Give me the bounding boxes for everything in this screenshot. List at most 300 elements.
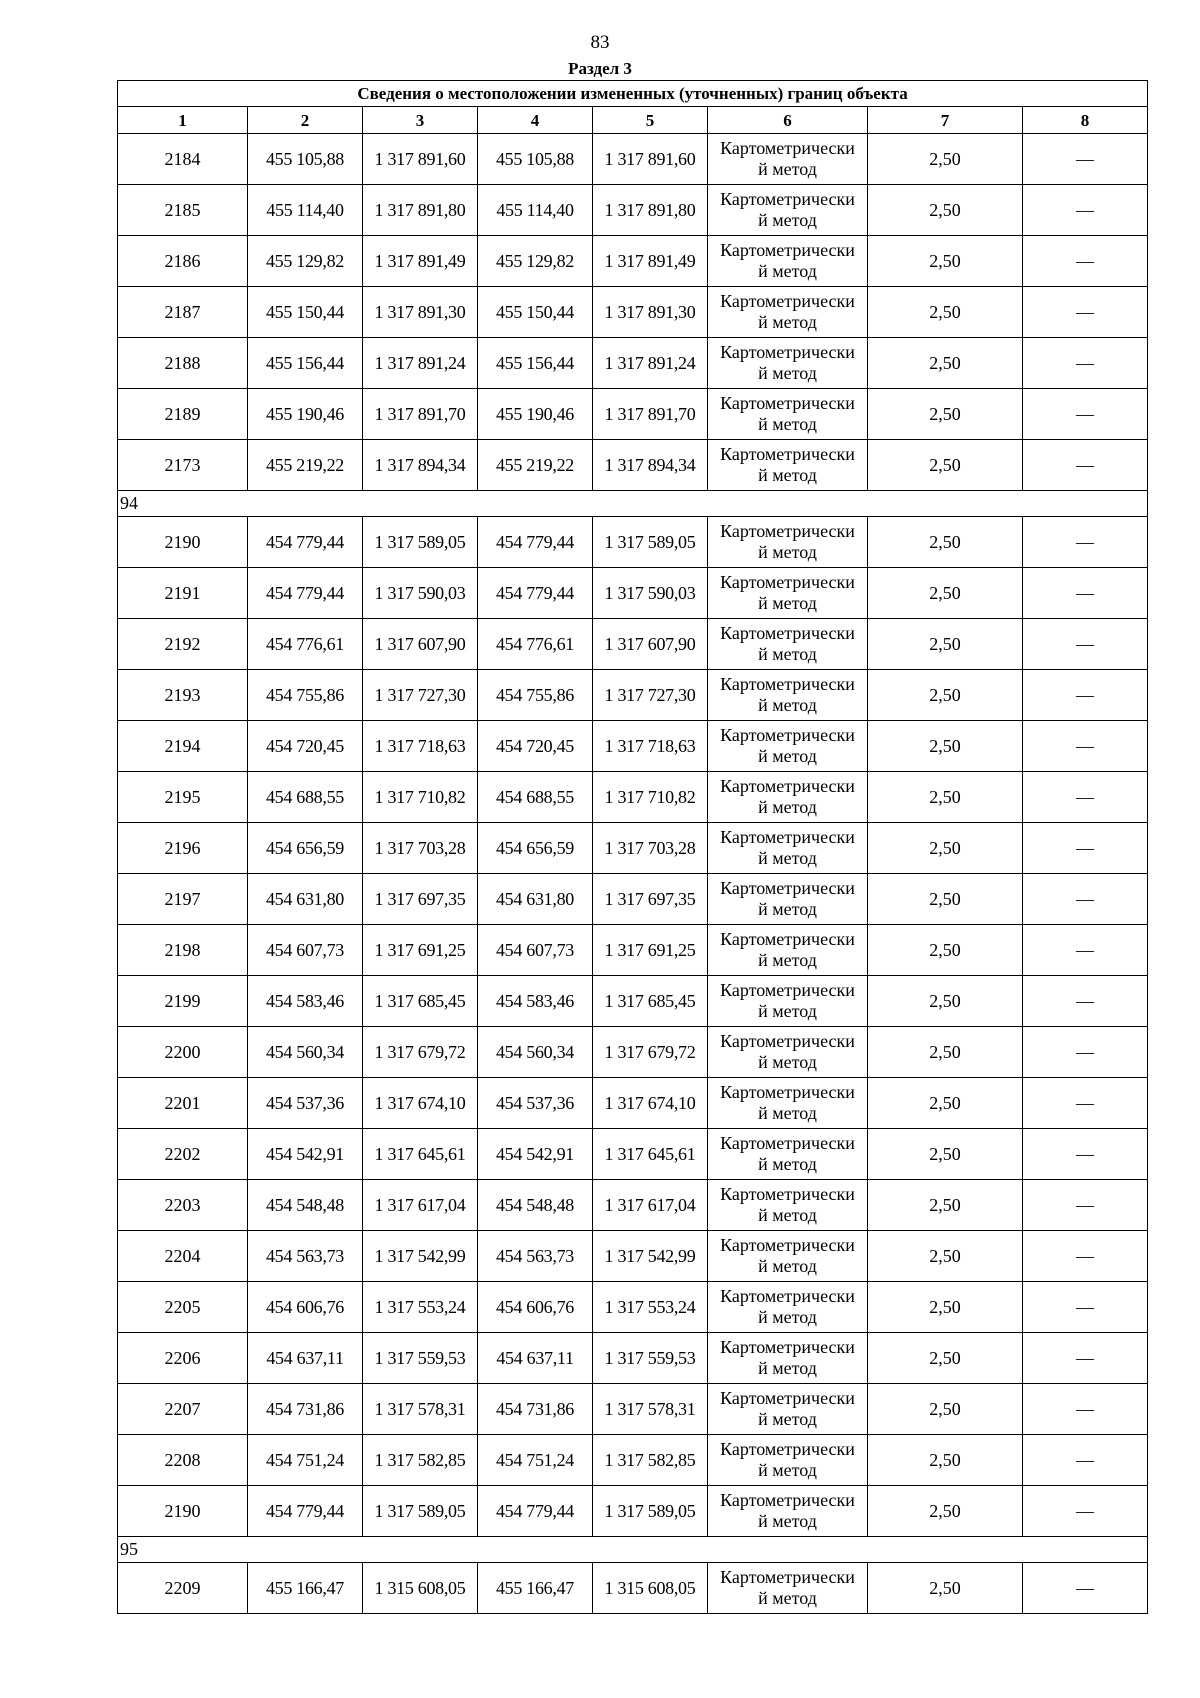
- point-number-cell: 2189: [118, 389, 248, 440]
- method-text-line: Картометрически: [720, 138, 855, 158]
- method-cell: [708, 338, 868, 389]
- group-header-row: [118, 491, 1148, 517]
- method-text-line: й метод: [758, 1358, 817, 1378]
- coord-y-cell: 1 317 891,24: [363, 338, 478, 389]
- point-number-cell: 2190: [118, 517, 248, 568]
- accuracy-cell: 2,50: [868, 823, 1023, 874]
- method-text-line: й метод: [758, 1511, 817, 1531]
- method-text-line: Картометрически: [720, 393, 855, 413]
- description-cell: —: [1023, 670, 1148, 721]
- method-text-line: й метод: [758, 1588, 817, 1608]
- coord-y-cell: 1 317 891,80: [593, 185, 708, 236]
- coord-y-cell: 1 317 542,99: [593, 1231, 708, 1282]
- coord-y-cell: 1 315 608,05: [593, 1563, 708, 1614]
- method-cell: [708, 823, 868, 874]
- method-cell: [708, 134, 868, 185]
- accuracy-cell: 2,50: [868, 976, 1023, 1027]
- method-cell: [708, 287, 868, 338]
- accuracy-cell: 2,50: [868, 1129, 1023, 1180]
- coord-x-cell: 455 219,22: [478, 440, 593, 491]
- table-row: [118, 976, 1148, 1027]
- description-cell: —: [1023, 1231, 1148, 1282]
- coord-y-cell: 1 317 553,24: [593, 1282, 708, 1333]
- method-cell: [708, 1078, 868, 1129]
- coord-x-cell: 454 688,55: [248, 772, 363, 823]
- column-number: 5: [593, 107, 708, 134]
- coord-x-cell: 454 631,80: [478, 874, 593, 925]
- method-text-line: Картометрически: [720, 1337, 855, 1357]
- table-row: [118, 1078, 1148, 1129]
- coord-x-cell: 454 779,44: [478, 1486, 593, 1537]
- table-row: [118, 1231, 1148, 1282]
- method-text-line: Картометрически: [720, 521, 855, 541]
- table-row: [118, 389, 1148, 440]
- description-cell: —: [1023, 1180, 1148, 1231]
- method-text-line: й метод: [758, 1307, 817, 1327]
- method-text-line: й метод: [758, 1103, 817, 1123]
- coord-x-cell: 455 166,47: [248, 1563, 363, 1614]
- method-cell: [708, 1333, 868, 1384]
- coord-x-cell: 454 606,76: [248, 1282, 363, 1333]
- coord-y-cell: 1 317 617,04: [593, 1180, 708, 1231]
- coord-y-cell: 1 317 582,85: [593, 1435, 708, 1486]
- coord-y-cell: 1 317 891,80: [363, 185, 478, 236]
- accuracy-cell: 2,50: [868, 874, 1023, 925]
- method-text-line: й метод: [758, 261, 817, 281]
- method-text-line: Картометрически: [720, 980, 855, 1000]
- table-row: [118, 1027, 1148, 1078]
- method-cell: [708, 925, 868, 976]
- coord-y-cell: 1 317 607,90: [593, 619, 708, 670]
- description-cell: —: [1023, 517, 1148, 568]
- coord-y-cell: 1 317 589,05: [593, 517, 708, 568]
- coord-x-cell: 454 656,59: [248, 823, 363, 874]
- method-text-line: й метод: [758, 746, 817, 766]
- coord-x-cell: 455 129,82: [248, 236, 363, 287]
- method-cell: [708, 619, 868, 670]
- coord-x-cell: 455 190,46: [248, 389, 363, 440]
- coord-y-cell: 1 317 559,53: [593, 1333, 708, 1384]
- coord-y-cell: 1 317 891,60: [363, 134, 478, 185]
- accuracy-cell: 2,50: [868, 185, 1023, 236]
- coord-x-cell: 454 755,86: [478, 670, 593, 721]
- method-cell: [708, 772, 868, 823]
- coord-x-cell: 454 563,73: [478, 1231, 593, 1282]
- method-text-line: Картометрически: [720, 1184, 855, 1204]
- coord-x-cell: 454 607,73: [478, 925, 593, 976]
- coord-x-cell: 454 607,73: [248, 925, 363, 976]
- description-cell: —: [1023, 772, 1148, 823]
- point-number-cell: 2173: [118, 440, 248, 491]
- coord-x-cell: 454 560,34: [478, 1027, 593, 1078]
- point-number-cell: 2186: [118, 236, 248, 287]
- coord-y-cell: 1 315 608,05: [363, 1563, 478, 1614]
- column-number: 1: [118, 107, 248, 134]
- description-cell: —: [1023, 874, 1148, 925]
- method-cell: [708, 670, 868, 721]
- coord-y-cell: 1 317 891,70: [593, 389, 708, 440]
- coord-x-cell: 455 150,44: [478, 287, 593, 338]
- method-text-line: й метод: [758, 797, 817, 817]
- accuracy-cell: 2,50: [868, 389, 1023, 440]
- method-text-line: й метод: [758, 593, 817, 613]
- accuracy-cell: 2,50: [868, 670, 1023, 721]
- coord-x-cell: 454 583,46: [248, 976, 363, 1027]
- method-cell: [708, 1180, 868, 1231]
- point-number-cell: 2206: [118, 1333, 248, 1384]
- coord-x-cell: 454 606,76: [478, 1282, 593, 1333]
- table-row: [118, 236, 1148, 287]
- method-cell: [708, 1282, 868, 1333]
- method-text-line: Картометрически: [720, 623, 855, 643]
- method-cell: [708, 1435, 868, 1486]
- coord-y-cell: 1 317 645,61: [593, 1129, 708, 1180]
- point-number-cell: 2190: [118, 1486, 248, 1537]
- accuracy-cell: 2,50: [868, 721, 1023, 772]
- table-row: [118, 517, 1148, 568]
- method-text-line: Картометрически: [720, 240, 855, 260]
- accuracy-cell: 2,50: [868, 1384, 1023, 1435]
- column-number: 4: [478, 107, 593, 134]
- point-number-cell: 2204: [118, 1231, 248, 1282]
- coord-y-cell: 1 317 617,04: [363, 1180, 478, 1231]
- method-text-line: й метод: [758, 414, 817, 434]
- method-text-line: Картометрически: [720, 1439, 855, 1459]
- coord-y-cell: 1 317 679,72: [363, 1027, 478, 1078]
- point-number-cell: 2187: [118, 287, 248, 338]
- column-number: 2: [248, 107, 363, 134]
- point-number-cell: 2194: [118, 721, 248, 772]
- table-row: [118, 338, 1148, 389]
- method-cell: [708, 517, 868, 568]
- coord-x-cell: 454 720,45: [478, 721, 593, 772]
- description-cell: —: [1023, 440, 1148, 491]
- method-text-line: Картометрически: [720, 189, 855, 209]
- description-cell: —: [1023, 1333, 1148, 1384]
- method-text-line: й метод: [758, 312, 817, 332]
- coord-y-cell: 1 317 582,85: [363, 1435, 478, 1486]
- method-text-line: й метод: [758, 899, 817, 919]
- accuracy-cell: 2,50: [868, 619, 1023, 670]
- table-row: [118, 440, 1148, 491]
- accuracy-cell: 2,50: [868, 517, 1023, 568]
- point-number-cell: 2208: [118, 1435, 248, 1486]
- description-cell: —: [1023, 1486, 1148, 1537]
- method-text-line: Картометрически: [720, 1082, 855, 1102]
- accuracy-cell: 2,50: [868, 1563, 1023, 1614]
- description-cell: —: [1023, 1384, 1148, 1435]
- section-title: Раздел 3: [568, 59, 632, 78]
- method-text-line: Картометрически: [720, 342, 855, 362]
- column-number: 3: [363, 107, 478, 134]
- point-number-cell: 2196: [118, 823, 248, 874]
- table-row: [118, 1282, 1148, 1333]
- table-row: [118, 1333, 1148, 1384]
- accuracy-cell: 2,50: [868, 338, 1023, 389]
- coord-y-cell: 1 317 542,99: [363, 1231, 478, 1282]
- table-row: [118, 134, 1148, 185]
- coord-x-cell: 455 219,22: [248, 440, 363, 491]
- coord-x-cell: 454 779,44: [248, 1486, 363, 1537]
- column-number: 6: [708, 107, 868, 134]
- coord-y-cell: 1 317 891,49: [363, 236, 478, 287]
- accuracy-cell: 2,50: [868, 1282, 1023, 1333]
- coord-y-cell: 1 317 559,53: [363, 1333, 478, 1384]
- point-number-cell: 2198: [118, 925, 248, 976]
- point-number-cell: 2205: [118, 1282, 248, 1333]
- table-row: [118, 721, 1148, 772]
- table-row: [118, 772, 1148, 823]
- coord-y-cell: 1 317 691,25: [363, 925, 478, 976]
- coord-x-cell: 454 776,61: [478, 619, 593, 670]
- coordinates-table: [117, 80, 1148, 1614]
- coord-x-cell: 455 190,46: [478, 389, 593, 440]
- description-cell: —: [1023, 619, 1148, 670]
- method-text-line: Картометрически: [720, 1235, 855, 1255]
- method-text-line: й метод: [758, 695, 817, 715]
- coord-x-cell: 454 563,73: [248, 1231, 363, 1282]
- method-text-line: Картометрически: [720, 1133, 855, 1153]
- coord-x-cell: 454 751,24: [248, 1435, 363, 1486]
- method-text-line: Картометрически: [720, 776, 855, 796]
- accuracy-cell: 2,50: [868, 1027, 1023, 1078]
- method-text-line: Картометрически: [720, 291, 855, 311]
- method-text-line: й метод: [758, 1460, 817, 1480]
- coord-y-cell: 1 317 891,30: [363, 287, 478, 338]
- point-number-cell: 2192: [118, 619, 248, 670]
- method-cell: [708, 1129, 868, 1180]
- method-text-line: й метод: [758, 950, 817, 970]
- coord-y-cell: 1 317 891,24: [593, 338, 708, 389]
- method-text-line: й метод: [758, 542, 817, 562]
- coord-y-cell: 1 317 645,61: [363, 1129, 478, 1180]
- coord-x-cell: 455 129,82: [478, 236, 593, 287]
- method-text-line: й метод: [758, 159, 817, 179]
- coord-y-cell: 1 317 703,28: [593, 823, 708, 874]
- coord-y-cell: 1 317 710,82: [593, 772, 708, 823]
- coord-x-cell: 454 542,91: [478, 1129, 593, 1180]
- table-row: [118, 619, 1148, 670]
- method-cell: [708, 236, 868, 287]
- coord-y-cell: 1 317 891,70: [363, 389, 478, 440]
- method-text-line: Картометрически: [720, 1567, 855, 1587]
- column-number: 8: [1023, 107, 1148, 134]
- description-cell: —: [1023, 568, 1148, 619]
- coord-x-cell: 454 779,44: [248, 517, 363, 568]
- column-number: 7: [868, 107, 1023, 134]
- point-number-cell: 2207: [118, 1384, 248, 1435]
- coord-y-cell: 1 317 674,10: [593, 1078, 708, 1129]
- table-row: [118, 1563, 1148, 1614]
- description-cell: —: [1023, 338, 1148, 389]
- accuracy-cell: 2,50: [868, 1180, 1023, 1231]
- accuracy-cell: 2,50: [868, 1333, 1023, 1384]
- coord-y-cell: 1 317 607,90: [363, 619, 478, 670]
- table-row: [118, 670, 1148, 721]
- description-cell: —: [1023, 1563, 1148, 1614]
- coord-x-cell: 454 779,44: [478, 517, 593, 568]
- method-text-line: Картометрически: [720, 572, 855, 592]
- method-text-line: Картометрически: [720, 1286, 855, 1306]
- coord-x-cell: 454 776,61: [248, 619, 363, 670]
- point-number-cell: 2188: [118, 338, 248, 389]
- accuracy-cell: 2,50: [868, 772, 1023, 823]
- description-cell: —: [1023, 389, 1148, 440]
- method-text-line: й метод: [758, 1052, 817, 1072]
- method-text-line: Картометрически: [720, 827, 855, 847]
- coord-y-cell: 1 317 578,31: [363, 1384, 478, 1435]
- coord-y-cell: 1 317 589,05: [363, 1486, 478, 1537]
- coord-x-cell: 454 779,44: [248, 568, 363, 619]
- description-cell: —: [1023, 721, 1148, 772]
- group-header-row: [118, 1537, 1148, 1563]
- point-number-cell: 2201: [118, 1078, 248, 1129]
- table-body: [118, 81, 1148, 1614]
- point-number-cell: 2200: [118, 1027, 248, 1078]
- method-text-line: Картометрически: [720, 725, 855, 745]
- method-text-line: й метод: [758, 1154, 817, 1174]
- point-number-cell: 2185: [118, 185, 248, 236]
- coord-x-cell: 455 105,88: [478, 134, 593, 185]
- coord-x-cell: 455 150,44: [248, 287, 363, 338]
- coord-y-cell: 1 317 718,63: [363, 721, 478, 772]
- coord-x-cell: 454 656,59: [478, 823, 593, 874]
- point-number-cell: 2197: [118, 874, 248, 925]
- coord-y-cell: 1 317 685,45: [593, 976, 708, 1027]
- method-cell: [708, 1231, 868, 1282]
- description-cell: —: [1023, 185, 1148, 236]
- table-row: [118, 185, 1148, 236]
- coord-y-cell: 1 317 727,30: [363, 670, 478, 721]
- page-number: 83: [590, 32, 610, 53]
- coord-x-cell: 454 779,44: [478, 568, 593, 619]
- point-number-cell: 2209: [118, 1563, 248, 1614]
- coord-y-cell: 1 317 891,60: [593, 134, 708, 185]
- description-cell: —: [1023, 1435, 1148, 1486]
- table-row: [118, 287, 1148, 338]
- description-cell: —: [1023, 925, 1148, 976]
- description-cell: —: [1023, 1078, 1148, 1129]
- table-row: [118, 874, 1148, 925]
- coord-y-cell: 1 317 691,25: [593, 925, 708, 976]
- method-cell: [708, 1486, 868, 1537]
- coord-y-cell: 1 317 891,49: [593, 236, 708, 287]
- table-caption: Сведения о местоположении измененных (уточненных) границ объекта: [118, 81, 1148, 107]
- method-cell: [708, 874, 868, 925]
- method-text-line: й метод: [758, 1409, 817, 1429]
- point-number-cell: 2202: [118, 1129, 248, 1180]
- coord-y-cell: 1 317 727,30: [593, 670, 708, 721]
- coord-x-cell: 454 542,91: [248, 1129, 363, 1180]
- accuracy-cell: 2,50: [868, 236, 1023, 287]
- column-number-row: [118, 107, 1148, 134]
- coord-x-cell: 454 548,48: [248, 1180, 363, 1231]
- method-cell: [708, 976, 868, 1027]
- method-text-line: й метод: [758, 848, 817, 868]
- description-cell: —: [1023, 1027, 1148, 1078]
- coord-x-cell: 454 731,86: [248, 1384, 363, 1435]
- table-row: [118, 823, 1148, 874]
- table-caption-row: [118, 81, 1148, 107]
- coord-x-cell: 454 631,80: [248, 874, 363, 925]
- coord-y-cell: 1 317 578,31: [593, 1384, 708, 1435]
- method-text-line: й метод: [758, 363, 817, 383]
- accuracy-cell: 2,50: [868, 287, 1023, 338]
- coord-x-cell: 455 156,44: [248, 338, 363, 389]
- group-label: 95: [118, 1537, 1148, 1563]
- description-cell: —: [1023, 976, 1148, 1027]
- coord-x-cell: 455 114,40: [248, 185, 363, 236]
- coord-x-cell: 455 105,88: [248, 134, 363, 185]
- coord-x-cell: 454 548,48: [478, 1180, 593, 1231]
- coord-x-cell: 454 720,45: [248, 721, 363, 772]
- point-number-cell: 2184: [118, 134, 248, 185]
- table-row: [118, 1384, 1148, 1435]
- point-number-cell: 2199: [118, 976, 248, 1027]
- coord-y-cell: 1 317 697,35: [363, 874, 478, 925]
- table-row: [118, 568, 1148, 619]
- coord-x-cell: 454 637,11: [248, 1333, 363, 1384]
- method-text-line: Картометрически: [720, 1490, 855, 1510]
- coord-x-cell: 455 166,47: [478, 1563, 593, 1614]
- accuracy-cell: 2,50: [868, 440, 1023, 491]
- coord-x-cell: 455 114,40: [478, 185, 593, 236]
- method-text-line: й метод: [758, 1205, 817, 1225]
- description-cell: —: [1023, 823, 1148, 874]
- method-text-line: й метод: [758, 210, 817, 230]
- coord-y-cell: 1 317 590,03: [593, 568, 708, 619]
- point-number-cell: 2191: [118, 568, 248, 619]
- description-cell: —: [1023, 287, 1148, 338]
- coord-y-cell: 1 317 697,35: [593, 874, 708, 925]
- coord-x-cell: 454 537,36: [248, 1078, 363, 1129]
- accuracy-cell: 2,50: [868, 1078, 1023, 1129]
- coord-x-cell: 454 560,34: [248, 1027, 363, 1078]
- group-label: 94: [118, 491, 1148, 517]
- coord-y-cell: 1 317 894,34: [363, 440, 478, 491]
- method-cell: [708, 440, 868, 491]
- coord-y-cell: 1 317 703,28: [363, 823, 478, 874]
- method-text-line: Картометрически: [720, 1031, 855, 1051]
- method-cell: [708, 1027, 868, 1078]
- coord-x-cell: 454 688,55: [478, 772, 593, 823]
- coord-y-cell: 1 317 894,34: [593, 440, 708, 491]
- coord-y-cell: 1 317 553,24: [363, 1282, 478, 1333]
- coord-y-cell: 1 317 710,82: [363, 772, 478, 823]
- method-text-line: Картометрически: [720, 929, 855, 949]
- method-text-line: Картометрически: [720, 674, 855, 694]
- coord-x-cell: 454 583,46: [478, 976, 593, 1027]
- coord-y-cell: 1 317 891,30: [593, 287, 708, 338]
- method-text-line: й метод: [758, 465, 817, 485]
- description-cell: —: [1023, 1282, 1148, 1333]
- method-text-line: й метод: [758, 644, 817, 664]
- accuracy-cell: 2,50: [868, 925, 1023, 976]
- method-cell: [708, 389, 868, 440]
- coord-y-cell: 1 317 679,72: [593, 1027, 708, 1078]
- accuracy-cell: 2,50: [868, 568, 1023, 619]
- table-row: [118, 1486, 1148, 1537]
- table-row: [118, 925, 1148, 976]
- coord-x-cell: 454 537,36: [478, 1078, 593, 1129]
- accuracy-cell: 2,50: [868, 1435, 1023, 1486]
- method-text-line: й метод: [758, 1256, 817, 1276]
- method-cell: [708, 185, 868, 236]
- coord-x-cell: 454 637,11: [478, 1333, 593, 1384]
- method-text-line: й метод: [758, 1001, 817, 1021]
- table-row: [118, 1435, 1148, 1486]
- coord-x-cell: 454 751,24: [478, 1435, 593, 1486]
